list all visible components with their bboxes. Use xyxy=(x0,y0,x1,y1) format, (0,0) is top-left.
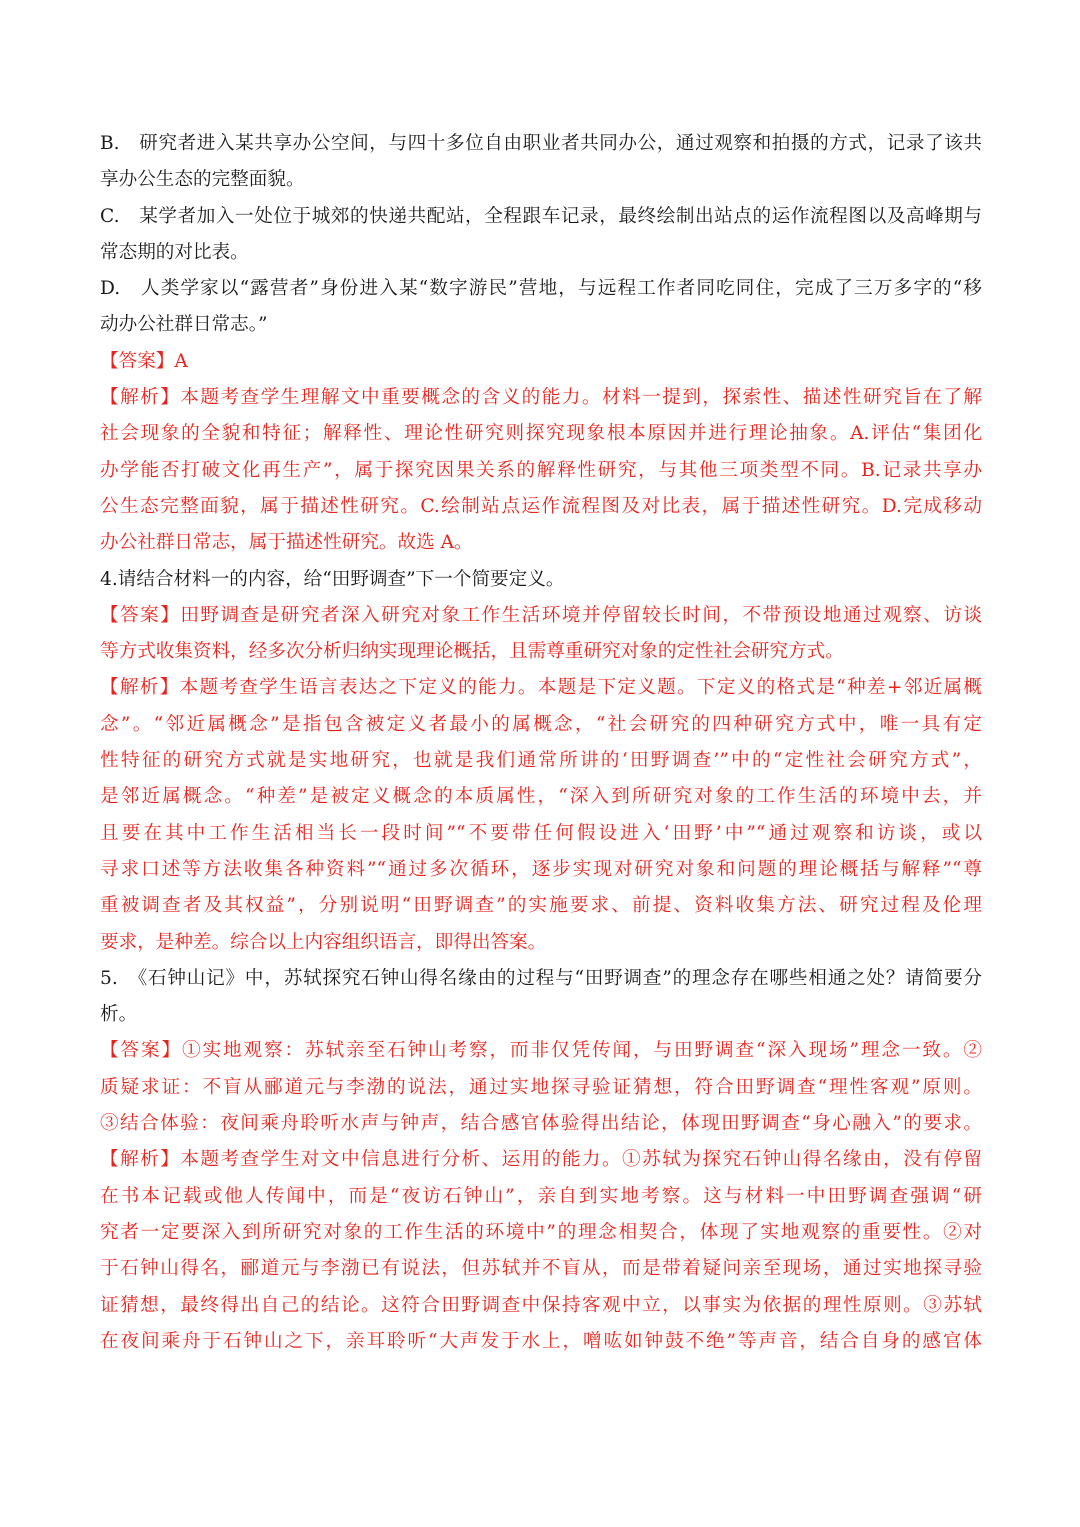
text-line: 动办公社群日常志。” xyxy=(100,314,268,336)
text-line: 社会现象的全貌和特征；解释性、理论性研究则探究现象根本原因并进行理论抽象。A.评估“集团化 xyxy=(100,423,982,445)
text-line: 质疑求证：不盲从郦道元与李渤的说法，通过实地探寻验证猜想，符合田野调查“理性客观”原则。 xyxy=(100,1076,982,1098)
text-line: 【解析】本题考查学生语言表达之下定义的能力。本题是下定义题。下定义的格式是“种差+邻近属概 xyxy=(100,677,982,699)
text-line: 重被调查者及其权益”，分别说明“田野调查”的实施要求、前提、资料收集方法、研究过程及伦理 xyxy=(100,895,982,917)
text-line: 证猜想，最终得出自己的结论。这符合田野调查中保持客观中立，以事实为依据的理性原则。③苏轼 xyxy=(100,1294,982,1316)
text-line: 5. 《石钟山记》中，苏轼探究石钟山得名缘由的过程与“田野调查”的理念存在哪些相通之处？请简要分 xyxy=(100,967,982,989)
text-line: 公生态完整面貌，属于描述性研究。C.绘制站点运作流程图及对比表，属于描述性研究。D.完成移动 xyxy=(100,495,982,517)
text-line: 【答案】田野调查是研究者深入研究对象工作生活环境并停留较长时间，不带预设地通过观察、访谈 xyxy=(100,604,982,626)
text-line: D. 人类学家以“露营者”身份进入某“数字游民”营地，与远程工作者同吃同住，完成了三万多字的“移 xyxy=(100,278,982,300)
text-line: 等方式收集资料，经多次分析归纳实现理论概括，且需尊重研究对象的定性社会研究方式。 xyxy=(100,641,844,663)
text-line: 究者一定要深入到所研究对象的工作生活的环境中”的理念相契合，体现了实地观察的重要性。②对 xyxy=(100,1221,982,1243)
text-line: 且要在其中工作生活相当长一段时间”“不要带任何假设进入‘田野’中”“通过观察和访谈，或以 xyxy=(100,822,982,844)
text-line: 办公社群日常志，属于描述性研究。故选 A。 xyxy=(100,532,473,554)
text-line: 【答案】①实地观察：苏轼亲至石钟山考察，而非仅凭传闻，与田野调查“深入现场”理念一致。② xyxy=(100,1040,982,1062)
text-line: 寻求口述等方法收集各种资料”“通过多次循环，逐步实现对研究对象和问题的理论概括与解释”“尊 xyxy=(100,858,982,880)
text-line: 是邻近属概念。“种差”是被定义概念的本质属性，“深入到所研究对象的工作生活的环境中去，并 xyxy=(100,786,982,808)
text-line: 办学能否打破文化再生产”，属于探究因果关系的解释性研究，与其他三项类型不同。B.记录共享办 xyxy=(100,459,982,481)
text-line: ③结合体验：夜间乘舟聆听水声与钟声，结合感官体验得出结论，体现田野调查“身心融入”的要求。 xyxy=(100,1113,982,1135)
text-line: 念”。“邻近属概念”是指包含被定义者最小的属概念，“社会研究的四种研究方式中，唯一具有定 xyxy=(100,713,982,735)
text-line: 析。 xyxy=(100,1004,138,1026)
text-line: 于石钟山得名，郦道元与李渤已有说法，但苏轼并不盲从，而是带着疑问亲至现场，通过实地探寻验 xyxy=(100,1258,982,1280)
text-line: B. 研究者进入某共享办公空间，与四十多位自由职业者共同办公，通过观察和拍摄的方式，记录了该共 xyxy=(100,133,982,154)
text-line: 享办公生态的完整面貌。 xyxy=(100,169,305,191)
text-line: 在夜间乘舟于石钟山之下，亲耳聆听“大声发于水上，噌吰如钟鼓不绝”等声音，结合自身的感官体 xyxy=(100,1330,982,1352)
document-body xyxy=(100,126,982,1360)
text-line: 性特征的研究方式就是实地研究，也就是我们通常所讲的‘田野调查’”中的“定性社会研究方式”， xyxy=(100,750,982,772)
text-line: 在书本记载或他人传闻中，而是“夜访石钟山”，亲自到实地考察。这与材料一中田野调查强调“研 xyxy=(100,1185,982,1207)
text-line: 【答案】A xyxy=(100,350,188,372)
text-line: 【解析】本题考查学生理解文中重要概念的含义的能力。材料一提到，探索性、描述性研究旨在了解 xyxy=(100,387,982,409)
text-line: 要求，是种差。综合以上内容组织语言，即得出答案。 xyxy=(100,931,547,953)
text-line: 4.请结合材料一的内容，给“田野调查”下一个简要定义。 xyxy=(100,568,565,590)
text-line: 【解析】本题考查学生对文中信息进行分析、运用的能力。①苏轼为探究石钟山得名缘由，没有停留 xyxy=(100,1149,982,1171)
text-line: C. 某学者加入一处位于城郊的快递共配站，全程跟车记录，最终绘制出站点的运作流程图以及高峰期与 xyxy=(100,205,982,227)
text-line: 常态期的对比表。 xyxy=(100,241,249,263)
